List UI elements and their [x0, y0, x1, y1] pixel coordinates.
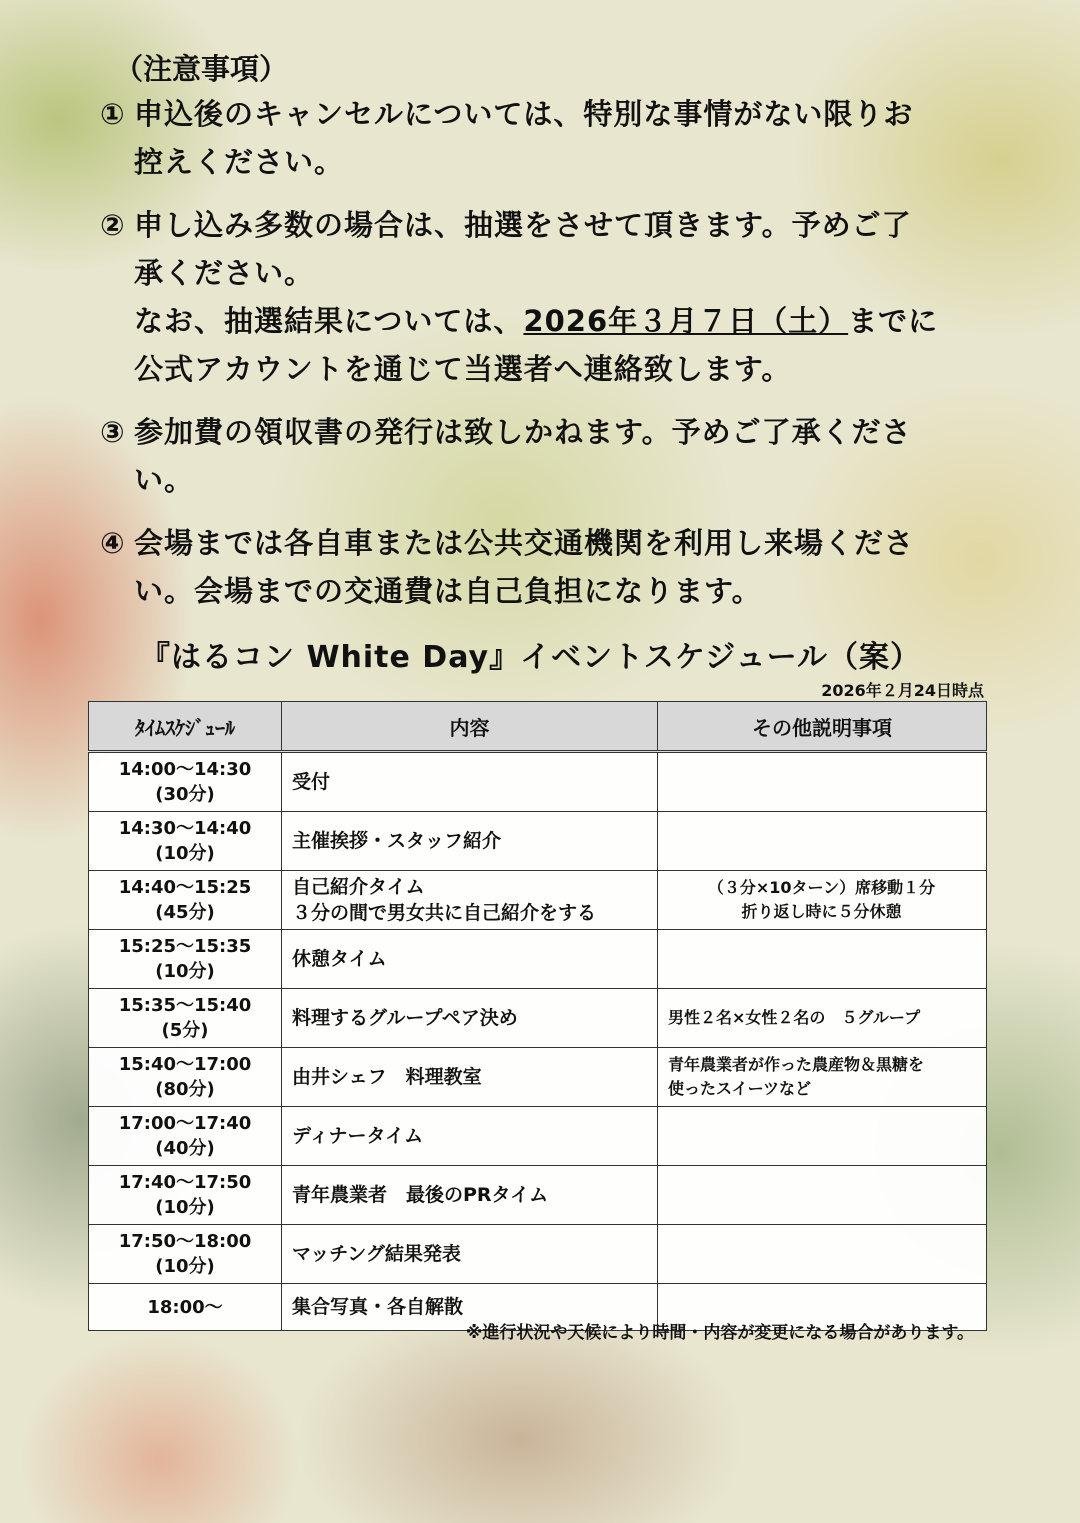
schedule-table: [88, 701, 987, 1331]
note-number: ②: [100, 208, 126, 242]
schedule-time-cell: [89, 930, 282, 989]
schedule-title: 『はるコン White Day』イベントスケジュール（案）: [140, 640, 921, 675]
time-range: 14:00～14:30: [118, 759, 252, 780]
duration: (80分): [155, 1079, 215, 1100]
note-line: 承ください。: [134, 256, 315, 290]
content-line: 青年農業者 最後のPRタイム: [292, 1184, 549, 1206]
note-item: [100, 201, 1000, 393]
note-item: [100, 408, 1000, 504]
schedule-content-cell: [282, 930, 658, 989]
content-line: 受付: [292, 771, 331, 793]
schedule-content-cell: [282, 1107, 658, 1166]
content-line: 由井シェフ 料理教室: [292, 1066, 482, 1088]
duration: (10分): [155, 1197, 215, 1218]
schedule-body: [89, 752, 987, 1331]
schedule-note-cell: [658, 871, 987, 930]
note-line: 男性２名×女性２名の ５グループ: [668, 1008, 921, 1027]
schedule-content-cell: [282, 871, 658, 930]
announcement-date: 2026年３月７日（土）: [523, 304, 849, 338]
notes-heading: （注意事項）: [114, 52, 289, 86]
time-range: 14:40～15:25: [118, 877, 252, 898]
schedule-note-cell: [658, 1107, 987, 1166]
schedule-time-cell: [89, 1166, 282, 1225]
note-line: 申込後のキャンセルについては、特別な事情がない限りお: [134, 97, 914, 131]
table-row: [89, 871, 987, 930]
duration: (10分): [155, 1256, 215, 1277]
schedule-content-cell: [282, 812, 658, 871]
note-line: い。会場までの交通費は自己負担になります。: [134, 574, 762, 608]
note-line: 公式アカウントを通じて当選者へ連絡致します。: [134, 352, 792, 386]
note-line: 参加費の領収書の発行は致しかねます。予めご了承くださ: [134, 415, 912, 449]
header-time: ﾀｲﾑｽｹｼﾞｭｰﾙ: [89, 702, 282, 752]
schedule-time-cell: [89, 989, 282, 1048]
duration: (45分): [155, 902, 215, 923]
table-row: [89, 1107, 987, 1166]
schedule-note-cell: [658, 752, 987, 812]
content-line: 集合写真・各自解散: [292, 1296, 464, 1318]
schedule-note-cell: [658, 812, 987, 871]
content-line: ３分の間で男女共に自己紹介をする: [292, 902, 597, 924]
schedule-time-cell: [89, 752, 282, 812]
note-line: （３分×10ターン）席移動１分: [707, 878, 936, 897]
duration: (10分): [155, 961, 215, 982]
schedule-note-cell: [658, 1166, 987, 1225]
note-line: [134, 297, 1000, 345]
schedule-time-cell: [89, 1225, 282, 1284]
note-text: までに: [848, 304, 939, 338]
table-header-row: [89, 702, 987, 752]
note-line: 折り返し時に５分休憩: [741, 902, 902, 921]
schedule-content-cell: [282, 1166, 658, 1225]
schedule-time-cell: [89, 1048, 282, 1107]
duration: (30分): [155, 784, 215, 805]
note-text: なお、抽選結果については、: [134, 304, 524, 338]
note-number: ③: [100, 415, 126, 449]
time-range: 14:30～14:40: [118, 818, 252, 839]
table-row: [89, 1048, 987, 1107]
note-line: 青年農業者が作った農産物＆黒糖を: [668, 1055, 925, 1074]
duration: (10分): [155, 843, 215, 864]
time-range: 18:00～: [147, 1296, 223, 1318]
schedule-note-cell: [658, 989, 987, 1048]
content-line: 料理するグループペア決め: [292, 1007, 518, 1029]
table-row: [89, 930, 987, 989]
content-line: 休憩タイム: [292, 948, 387, 970]
schedule-note-cell: [658, 1225, 987, 1284]
schedule-content-cell: [282, 989, 658, 1048]
note-number: ①: [100, 97, 126, 131]
time-range: 15:25～15:35: [118, 936, 252, 957]
schedule-content-cell: [282, 752, 658, 812]
schedule-content-cell: [282, 1048, 658, 1107]
note-line: い。: [134, 463, 195, 497]
schedule-time-cell: [89, 1107, 282, 1166]
schedule-time-cell: [89, 812, 282, 871]
content-line: 自己紹介タイム: [292, 876, 425, 898]
note-line: 控えください。: [134, 145, 345, 179]
header-content: 内容: [282, 702, 658, 752]
time-range: 17:50～18:00: [118, 1231, 252, 1252]
table-row: [89, 812, 987, 871]
notes-section: [100, 48, 1000, 615]
note-number: ④: [100, 526, 126, 560]
note-line: 会場までは各自車または公共交通機関を利用し来場くださ: [134, 526, 915, 560]
footnote: ※進行状況や天候により時間・内容が変更になる場合があります。: [465, 1323, 974, 1343]
duration: (40分): [155, 1138, 215, 1159]
table-row: [89, 989, 987, 1048]
schedule-time-cell: [89, 871, 282, 930]
note-item: [100, 90, 1000, 186]
time-range: 15:40～17:00: [118, 1054, 252, 1075]
time-range: 17:00～17:40: [118, 1113, 252, 1134]
time-range: 15:35～15:40: [118, 995, 252, 1016]
table-row: [89, 1225, 987, 1284]
schedule-time-cell: [89, 1284, 282, 1331]
content-line: ディナータイム: [292, 1125, 424, 1147]
note-line: 使ったスイーツなど: [668, 1079, 812, 1098]
schedule-note-cell: [658, 930, 987, 989]
note-line: 申し込み多数の場合は、抽選をさせて頂きます。予めご了: [134, 208, 912, 242]
note-item: [100, 519, 1000, 615]
schedule-content-cell: [282, 1225, 658, 1284]
header-notes: その他説明事項: [658, 702, 987, 752]
time-range: 17:40～17:50: [118, 1172, 252, 1193]
content-line: 主催挨拶・スタッフ紹介: [292, 830, 502, 852]
as-of-date: 2026年２月24日時点: [821, 681, 984, 700]
table-row: [89, 752, 987, 812]
duration: (5分): [161, 1020, 209, 1041]
content-line: マッチング結果発表: [292, 1243, 461, 1265]
schedule-note-cell: [658, 1048, 987, 1107]
table-row: [89, 1166, 987, 1225]
